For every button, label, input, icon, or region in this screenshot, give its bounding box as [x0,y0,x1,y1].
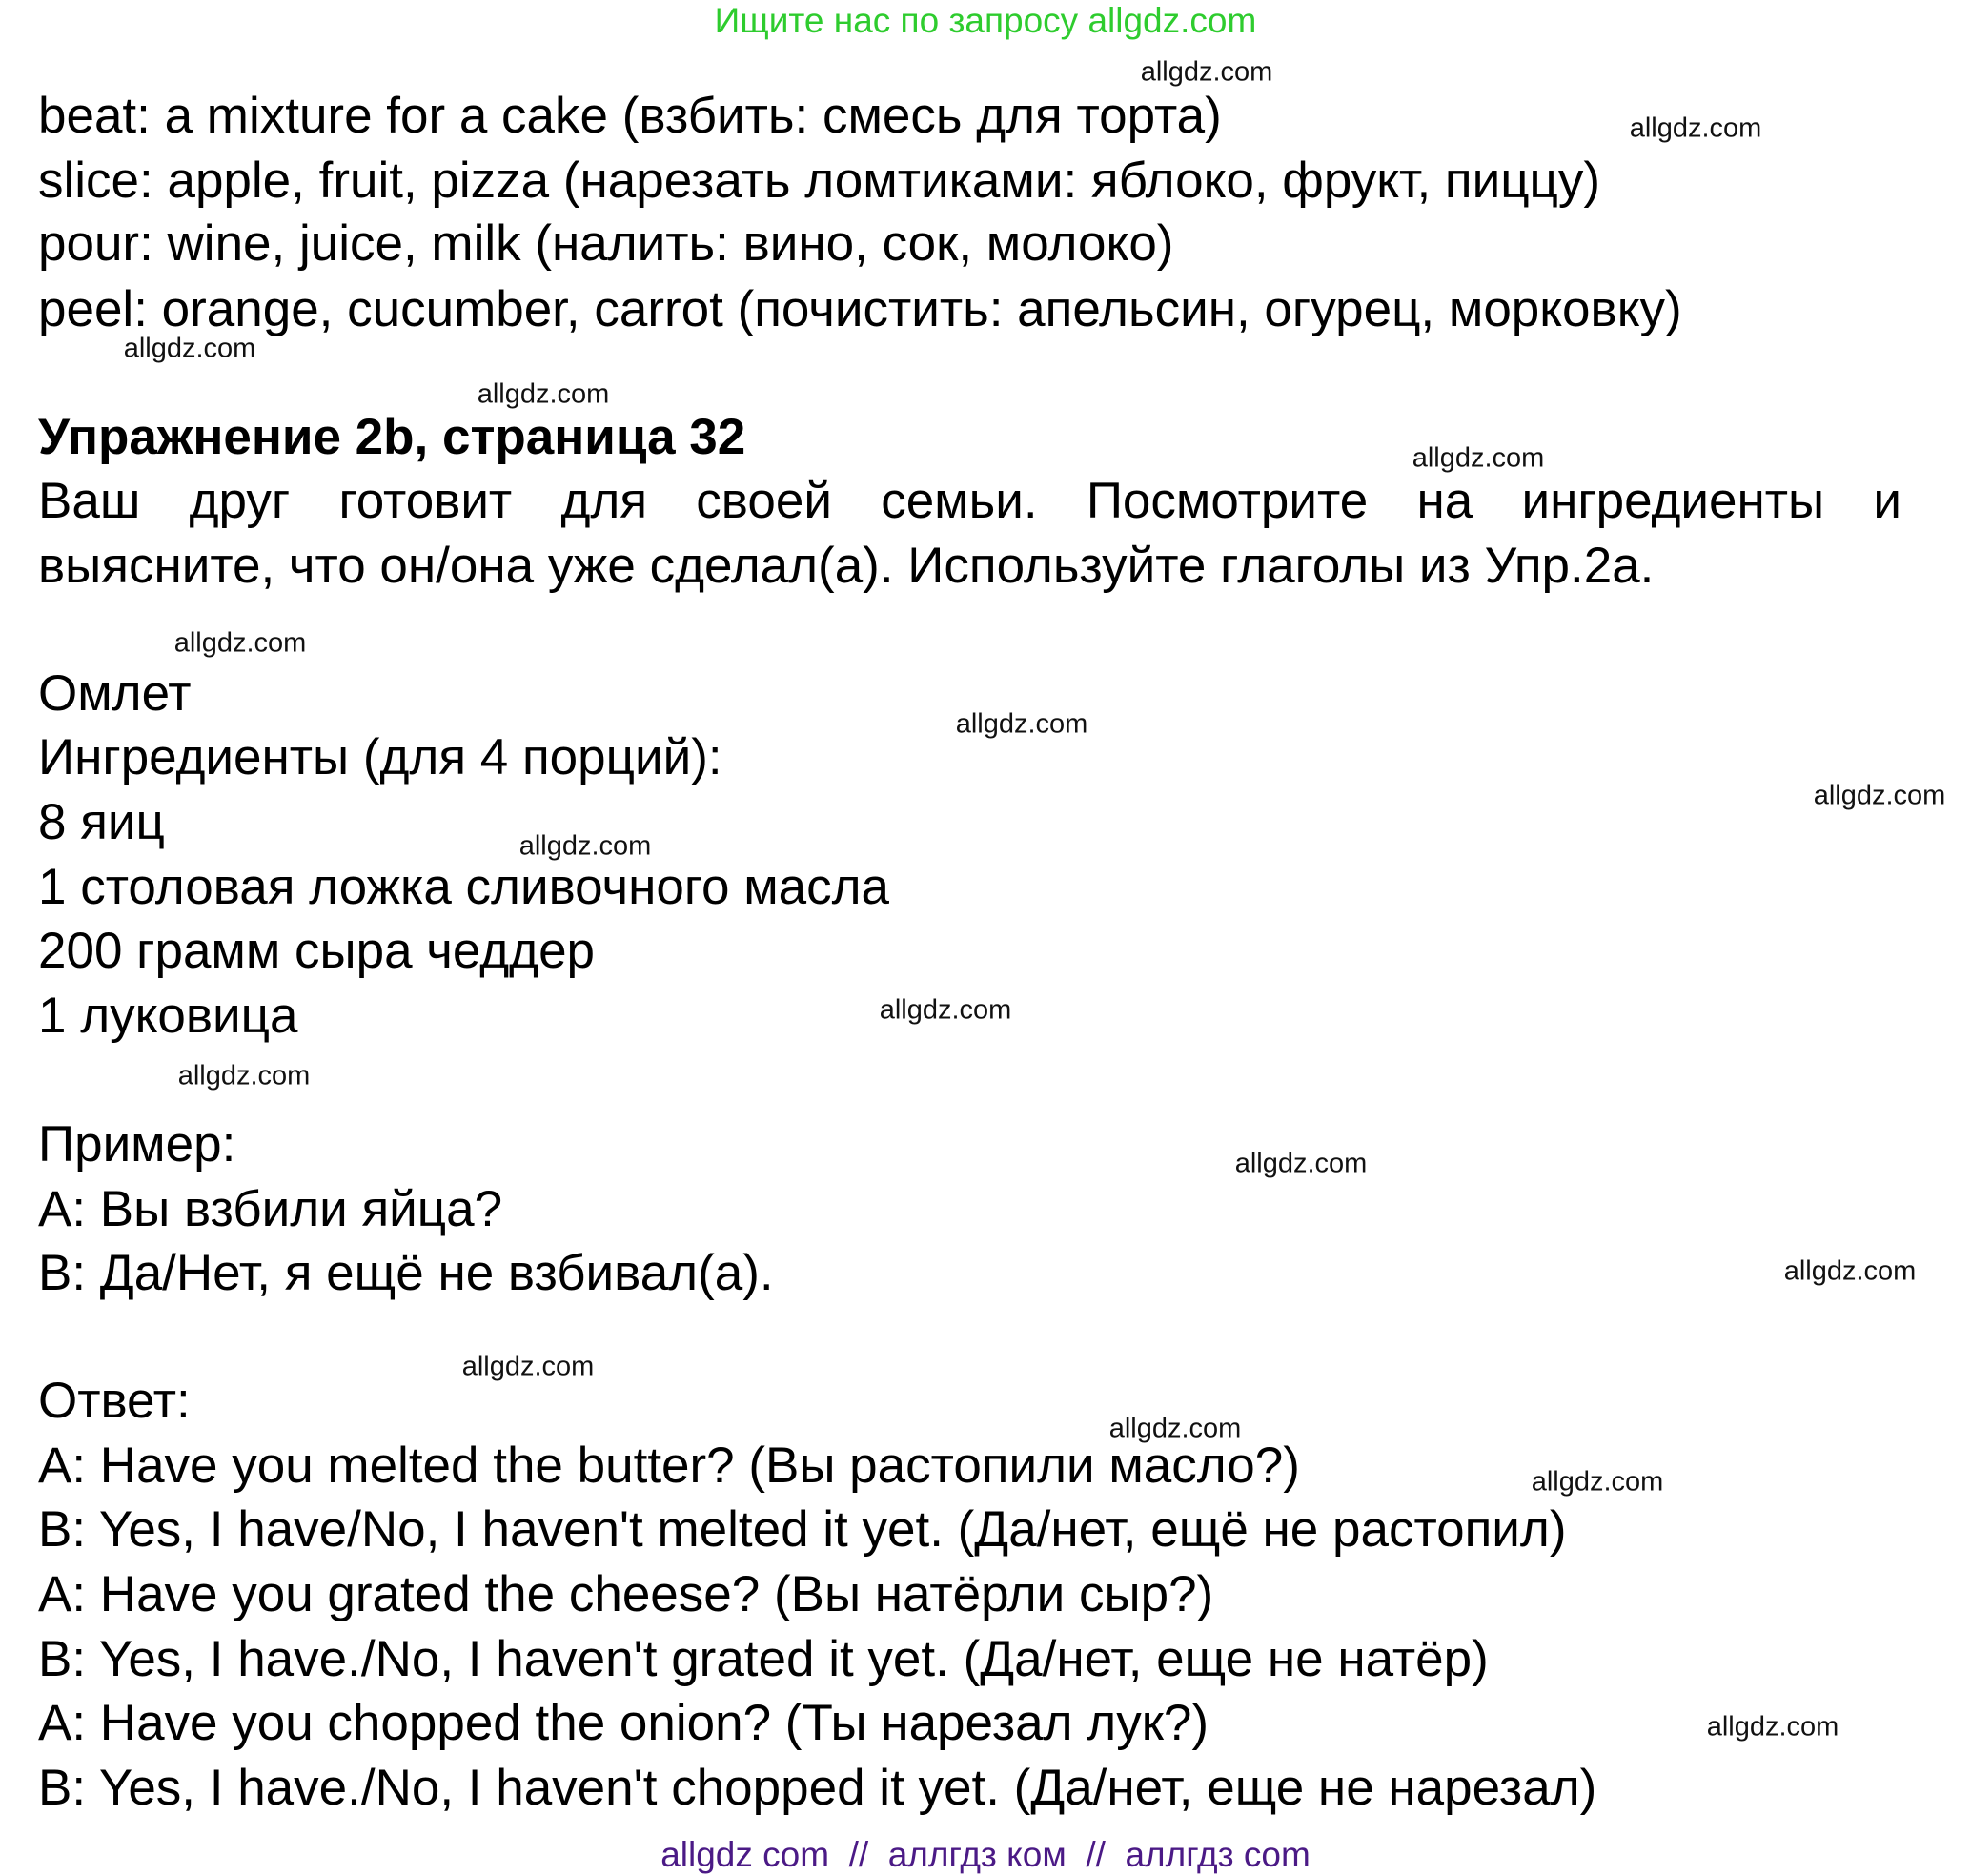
watermark: allgdz.com [1531,1466,1664,1498]
watermark: allgdz.com [1140,56,1273,88]
watermark: allgdz.com [955,708,1088,740]
watermark: allgdz.com [1813,780,1946,811]
watermark: allgdz.com [123,333,256,364]
answer-line: A: Have you melted the butter? (Вы растопили масло?) [38,1438,1300,1494]
vocab-line: peel: orange, cucumber, carrot (почистить: апельсин, огурец, морковку) [38,281,1682,337]
exercise-instruction: Ваш друг готовит для своей семьи. Посмотрите на ингредиенты и [38,473,1901,529]
watermark: allgdz.com [1108,1413,1242,1444]
answer-line: B: Yes, I have/No, I haven't melted it yet. (Да/нет, ещё не растопил) [38,1501,1567,1558]
exercise-title: Упражнение 2b, страница 32 [38,409,746,465]
answer-line: B: Yes, I have./No, I haven't chopped it yet. (Да/нет, еще не нарезал) [38,1760,1597,1816]
watermark: allgdz.com [518,830,652,862]
vocab-line: pour: wine, juice, milk (налить: вино, сок, молоко) [38,215,1174,272]
ingredient-item: 1 столовая ложка сливочного масла [38,859,890,915]
watermark: allgdz.com [1706,1711,1839,1743]
recipe-name: Омлет [38,665,192,722]
watermark: allgdz.com [477,378,610,410]
header-banner: Ищите нас по запросу allgdz.com [714,1,1257,40]
watermark: allgdz.com [1629,112,1762,144]
answer-line: B: Yes, I have./No, I haven't grated it yet. (Да/нет, еще не натёр) [38,1631,1489,1687]
example-line: A: Вы взбили яйца? [38,1181,503,1237]
vocab-line: slice: apple, fruit, pizza (нарезать ломтиками: яблоко, фрукт, пиццу) [38,153,1601,209]
example-label: Пример: [38,1116,236,1172]
ingredients-label: Ингредиенты (для 4 порций): [38,729,722,785]
vocab-line: beat: a mixture for a cake (взбить: смесь для торта) [38,88,1222,144]
watermark: allgdz.com [173,627,307,659]
answer-line: A: Have you grated the cheese? (Вы натёрли сыр?) [38,1566,1214,1622]
answer-label: Ответ: [38,1373,191,1429]
watermark: allgdz.com [879,994,1012,1026]
watermark: allgdz.com [177,1060,311,1091]
watermark: allgdz.com [461,1351,595,1382]
watermark: allgdz.com [1412,442,1545,474]
ingredient-item: 8 яиц [38,794,165,850]
watermark: allgdz.com [1783,1255,1917,1287]
footer-links: allgdz com // аллгдз ком // аллгдз com [660,1835,1311,1874]
example-line: B: Да/Нет, я ещё не взбивал(а). [38,1245,774,1301]
answer-line: A: Have you chopped the onion? (Ты нарезал лук?) [38,1695,1209,1751]
exercise-instruction: выясните, что он/она уже сделал(а). Используйте глаголы из Упр.2а. [38,538,1655,594]
ingredient-item: 1 луковица [38,988,298,1044]
ingredient-item: 200 грамм сыра чеддер [38,923,596,979]
watermark: allgdz.com [1234,1148,1368,1179]
